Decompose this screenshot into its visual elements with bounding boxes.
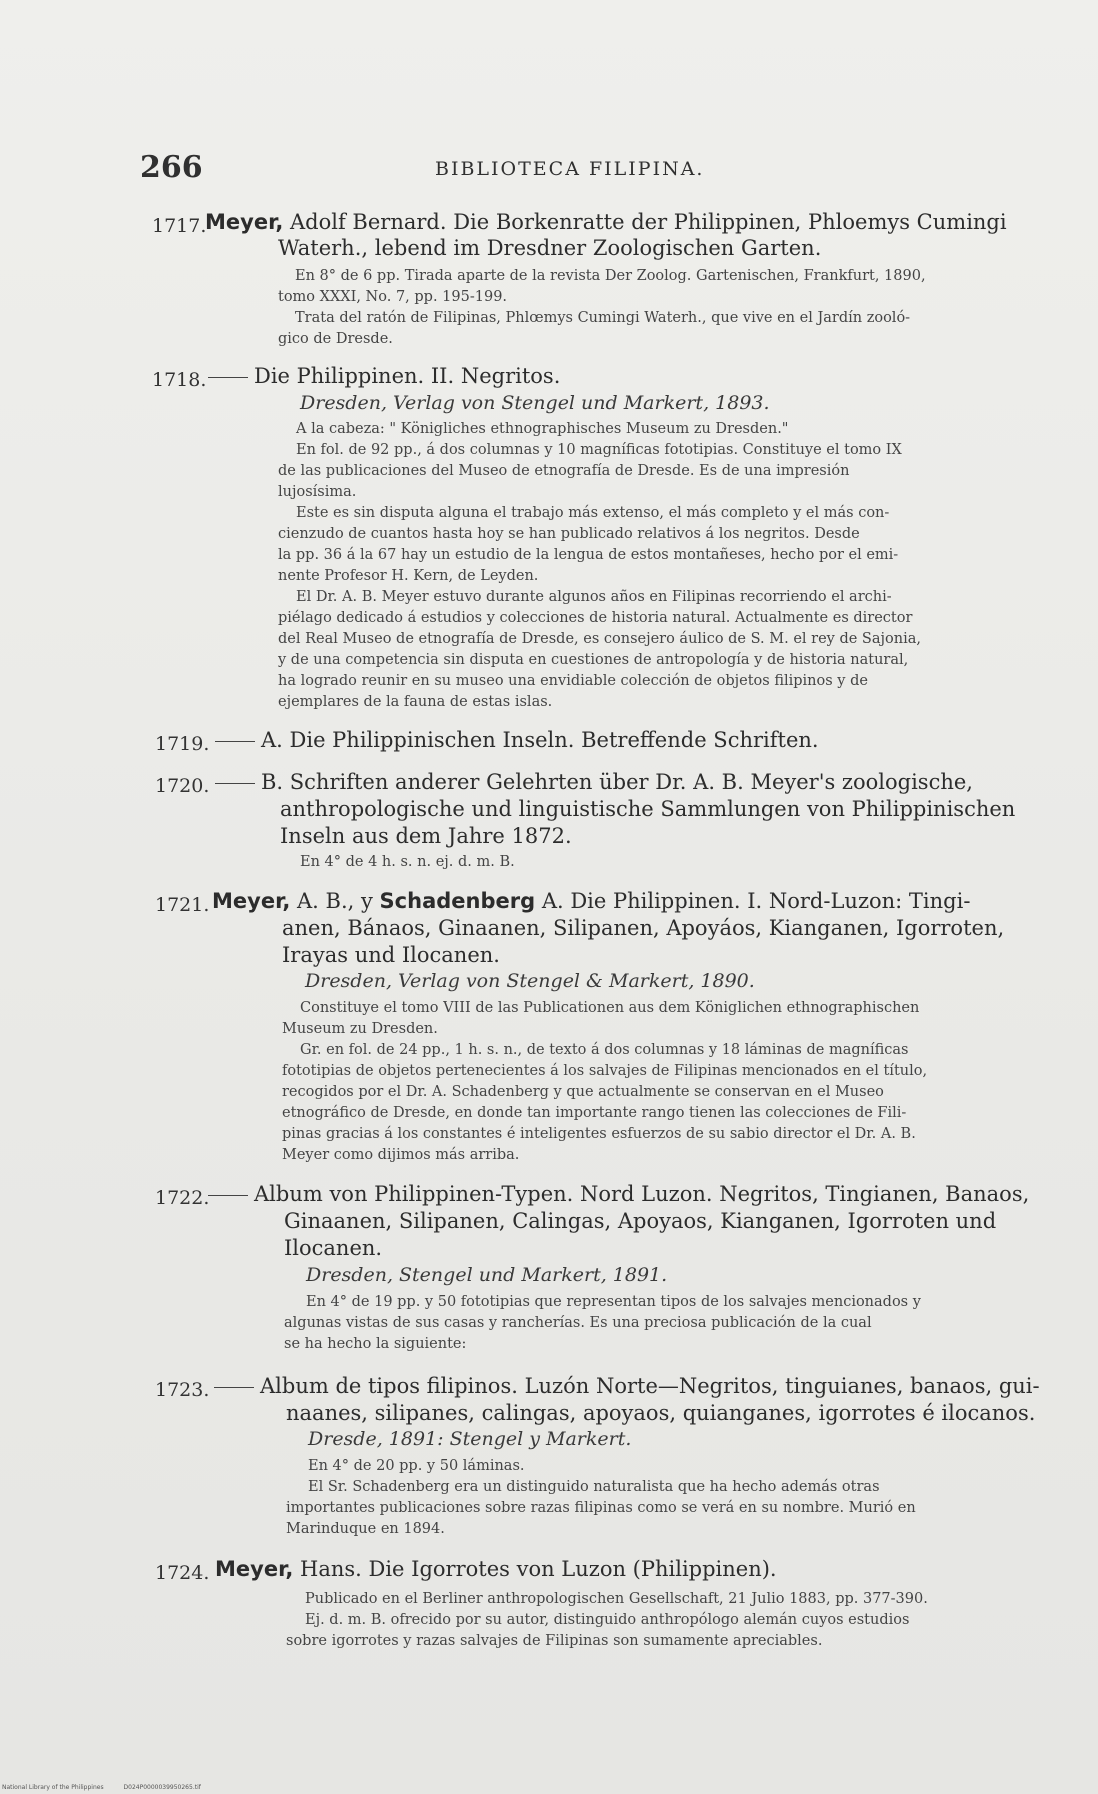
title-text: A. B., y <box>297 889 373 913</box>
ditto-dash <box>208 1195 248 1196</box>
note-line: Publicado en el Berliner anthropologischen Gesellschaft, 21 Julio 1883, pp. 377-390. <box>305 1591 928 1607</box>
entry-title-line: Inseln aus dem Jahre 1872. <box>280 824 572 848</box>
imprint-line: Dresden, Stengel und Markert, 1891. <box>306 1264 668 1286</box>
note-line: En 8° de 6 pp. Tirada aparte de la revista Der Zoolog. Gartenischen, Frankfurt, 1890, <box>295 268 926 284</box>
author-name: Schadenberg <box>379 889 536 913</box>
entry-title-line <box>208 1182 1029 1206</box>
note-line: Gr. en fol. de 24 pp., 1 h. s. n., de texto á dos columnas y 18 láminas de magníficas <box>300 1042 909 1058</box>
entry-title-line: Waterh., lebend im Dresdner Zoologischen Garten. <box>278 236 822 260</box>
note-line: Ej. d. m. B. ofrecido por su autor, distinguido anthropólogo alemán cuyos estudios <box>305 1612 910 1628</box>
title-text: A. Die Philippinen. I. Nord-Luzon: Tingi- <box>541 889 971 913</box>
title-text: Adolf Bernard. Die Borkenratte der Philippinen, Phloemys Cumingi <box>290 210 1007 234</box>
note-line: ejemplares de la fauna de estas islas. <box>278 694 553 710</box>
entry-title-line <box>215 1557 777 1581</box>
entry-number: 1724. <box>155 1562 210 1584</box>
library-name: National Library of the Philippines <box>2 1784 104 1791</box>
note-line: El Dr. A. B. Meyer estuvo durante algunos años en Filipinas recorriendo el archi- <box>296 589 892 605</box>
entry-title-line <box>215 728 819 752</box>
ditto-dash <box>208 377 248 378</box>
entry-title-line <box>212 889 970 913</box>
note-line: piélago dedicado á estudios y colecciones de historia natural. Actualmente es director <box>278 610 913 626</box>
note-line: Este es sin disputa alguna el trabajo más extenso, el más completo y el más con- <box>296 505 890 521</box>
entry-title-line <box>205 210 1007 234</box>
note-line: algunas vistas de sus casas y rancherías. Es una preciosa publicación de la cual <box>284 1315 872 1331</box>
page-header <box>140 150 1000 190</box>
note-line: de las publicaciones del Museo de etnografía de Dresde. Es de una impresión <box>278 463 850 479</box>
entry-title-line <box>215 770 973 794</box>
title-text: Album de tipos filipinos. Luzón Norte—Negritos, tinguianes, banaos, gui- <box>260 1374 1040 1398</box>
author-name: Meyer, <box>215 1557 294 1581</box>
note-line: y de una competencia sin disputa en cuestiones de antropología y de historia natural, <box>278 652 909 668</box>
note-line: En 4° de 19 pp. y 50 fototipias que representan tipos de los salvajes mencionados y <box>306 1294 921 1310</box>
note-line: A la cabeza: " Königliches ethnographisches Museum zu Dresden." <box>296 421 789 437</box>
note-line: lujosísima. <box>278 484 357 500</box>
entry-number: 1722. <box>155 1187 210 1209</box>
entry-title-line <box>208 364 560 388</box>
imprint-line: Dresden, Verlag von Stengel und Markert, 1893. <box>300 392 770 414</box>
note-line: Marinduque en 1894. <box>286 1521 445 1537</box>
entry-title-line: naanes, silipanes, calingas, apoyaos, quianganes, igorrotes é ilocanos. <box>286 1401 1036 1425</box>
note-line: gico de Dresde. <box>278 331 393 347</box>
note-line: recogidos por el Dr. A. Schadenberg y que actualmente se conservan en el Museo <box>282 1084 884 1100</box>
running-title: BIBLIOTECA FILIPINA. <box>435 158 705 180</box>
note-line: del Real Museo de etnografía de Dresde, es consejero áulico de S. M. el rey de Sajonia, <box>278 631 921 647</box>
ditto-dash <box>215 783 255 784</box>
title-text: Hans. Die Igorrotes von Luzon (Philippinen). <box>300 1557 777 1581</box>
note-line: ha logrado reunir en su museo una envidiable colección de objetos filipinos y de <box>278 673 868 689</box>
ditto-dash <box>214 1387 254 1388</box>
entry-number: 1717. <box>152 215 207 237</box>
note-line: importantes publicaciones sobre razas filipinas como se verá en su nombre. Murió en <box>286 1500 916 1516</box>
note-line: la pp. 36 á la 67 hay un estudio de la lengua de estos montañeses, hecho por el emi- <box>278 547 899 563</box>
note-line: etnográfico de Dresde, en donde tan importante rango tienen las colecciones de Fili- <box>282 1105 907 1121</box>
note-line: En 4° de 20 pp. y 50 láminas. <box>308 1458 525 1474</box>
entry-number: 1718. <box>152 369 207 391</box>
entry-title-line: Ilocanen. <box>284 1236 383 1260</box>
title-text: Album von Philippinen-Typen. Nord Luzon. Negritos, Tingianen, Banaos, <box>254 1182 1030 1206</box>
entry-title-line <box>214 1374 1040 1398</box>
imprint-line: Dresden, Verlag von Stengel & Markert, 1890. <box>305 970 755 992</box>
entry-number: 1721. <box>155 894 210 916</box>
entry-number: 1719. <box>155 733 210 755</box>
ditto-dash <box>215 741 255 742</box>
entry-title-line: Ginaanen, Silipanen, Calingas, Apoyaos, Kianganen, Igorroten und <box>284 1209 997 1233</box>
note-line: nente Profesor H. Kern, de Leyden. <box>278 568 539 584</box>
entry-title-line: Irayas und Ilocanen. <box>282 943 500 967</box>
entry-number: 1723. <box>155 1379 210 1401</box>
author-name: Meyer, <box>205 210 284 234</box>
title-text: Die Philippinen. II. Negritos. <box>254 364 561 388</box>
scan-code: D024P0000039950265.tif <box>123 1784 201 1791</box>
note-line: Constituye el tomo VIII de las Publicationen aus dem Königlichen ethnographischen <box>300 1000 920 1016</box>
scan-footer <box>2 1784 219 1791</box>
note-line: sobre igorrotes y razas salvajes de Filipinas son sumamente apreciables. <box>286 1633 823 1649</box>
note-line: se ha hecho la siguiente: <box>284 1336 467 1352</box>
entry-title-line: anen, Bánaos, Ginaanen, Silipanen, Apoyáos, Kianganen, Igorroten, <box>282 916 1005 940</box>
note-line: El Sr. Schadenberg era un distinguido naturalista que ha hecho además otras <box>308 1479 880 1495</box>
page-number: 266 <box>140 150 203 185</box>
author-name: Meyer, <box>212 889 291 913</box>
note-line: En fol. de 92 pp., á dos columnas y 10 magníficas fototipias. Constituye el tomo IX <box>296 442 902 458</box>
imprint-line: Dresde, 1891: Stengel y Markert. <box>308 1428 632 1450</box>
title-text: B. Schriften anderer Gelehrten über Dr. A. B. Meyer's zoologische, <box>261 770 973 794</box>
title-text: A. Die Philippinischen Inseln. Betreffende Schriften. <box>261 728 819 752</box>
note-line: tomo XXXI, No. 7, pp. 195-199. <box>278 289 508 305</box>
note-line: En 4° de 4 h. s. n. ej. d. m. B. <box>300 854 515 870</box>
note-line: Meyer como dijimos más arriba. <box>282 1147 520 1163</box>
note-line: Trata del ratón de Filipinas, Phlœmys Cumingi Waterh., que vive en el Jardín zooló- <box>295 310 911 326</box>
note-line: cienzudo de cuantos hasta hoy se han publicado relativos á los negritos. Desde <box>278 526 860 542</box>
entry-title-line: anthropologische und linguistische Sammlungen von Philippinischen <box>280 797 1016 821</box>
note-line: pinas gracias á los constantes é inteligentes esfuerzos de su sabio director el Dr. A. B. <box>282 1126 916 1142</box>
note-line: fototipias de objetos pertenecientes á los salvajes de Filipinas mencionados en el título, <box>282 1063 928 1079</box>
entry-number: 1720. <box>155 775 210 797</box>
note-line: Museum zu Dresden. <box>282 1021 438 1037</box>
